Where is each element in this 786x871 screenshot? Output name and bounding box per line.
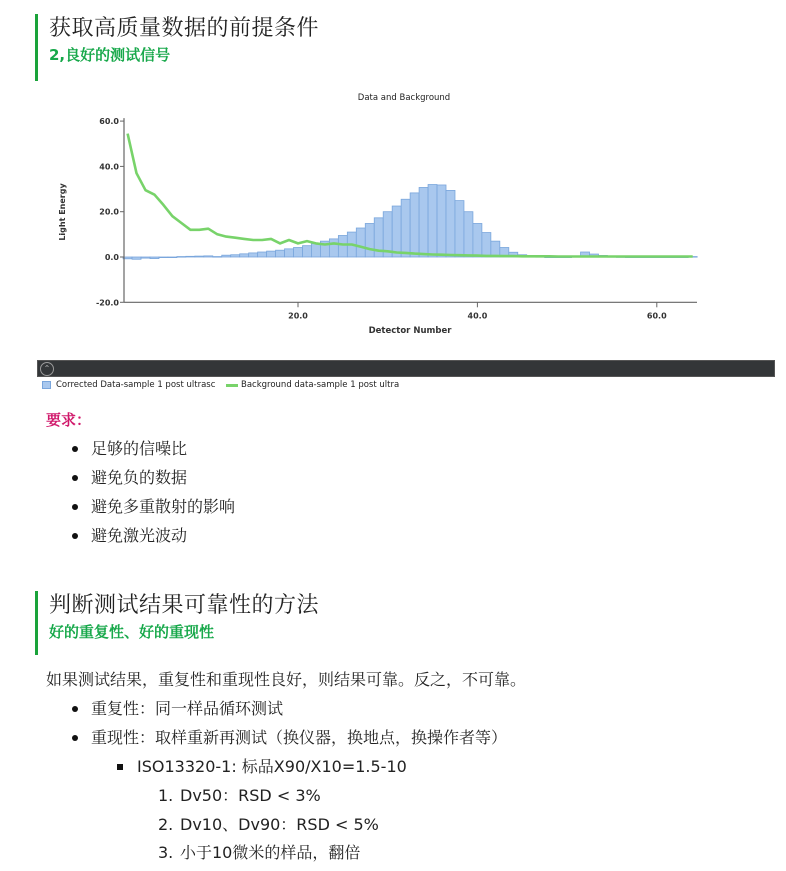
section-title: 判断测试结果可靠性的方法 bbox=[49, 593, 320, 618]
section-subtitle: 好的重复性、好的重现性 bbox=[49, 623, 215, 641]
criteria-list bbox=[158, 782, 379, 868]
list-item: 重复性：同一样品循环测试 bbox=[70, 694, 507, 723]
legend-swatch-line bbox=[226, 384, 238, 387]
list-item: 避免激光波动 bbox=[70, 521, 235, 550]
section-header-reliability bbox=[35, 591, 319, 655]
chart-legend bbox=[42, 379, 399, 391]
svg-text:0.0: 0.0 bbox=[104, 253, 119, 262]
svg-text:20.0: 20.0 bbox=[99, 207, 119, 217]
svg-text:60.0: 60.0 bbox=[99, 117, 119, 127]
chart-plot bbox=[37, 86, 775, 361]
legend-label-background-data: Background data-sample 1 post ultra bbox=[241, 380, 400, 390]
chart-toolbar bbox=[37, 360, 775, 377]
svg-text:20.0: 20.0 bbox=[288, 311, 308, 321]
svg-text:40.0: 40.0 bbox=[467, 311, 488, 321]
section-title: 获取高质量数据的前提条件 bbox=[49, 16, 320, 41]
svg-text:Detector Number: Detector Number bbox=[368, 326, 452, 336]
list-item: 避免多重散射的影响 bbox=[70, 492, 235, 521]
svg-text:Data and Background: Data and Background bbox=[357, 93, 451, 103]
svg-text:Light Energy: Light Energy bbox=[58, 183, 67, 241]
svg-text:-20.0: -20.0 bbox=[95, 298, 119, 308]
requirements-list bbox=[70, 434, 235, 550]
section-subtitle: 2,良好的测试信号 bbox=[49, 46, 171, 64]
svg-text:40.0: 40.0 bbox=[99, 162, 119, 172]
list-item: 2. Dv10、Dv90：RSD < 5% bbox=[158, 814, 379, 834]
requirements-label: 要求： bbox=[46, 411, 92, 429]
list-item: 重现性：取样重新再测试（换仪器，换地点，换操作者等） bbox=[70, 723, 507, 752]
chevron-up-circle-icon[interactable]: ⌃ bbox=[40, 362, 54, 376]
list-item: 避免负的数据 bbox=[70, 463, 235, 492]
reliability-paragraph: 如果测试结果，重复性和重现性良好，则结果可靠。反之，不可靠。 bbox=[46, 670, 527, 689]
legend-swatch-bar bbox=[42, 381, 51, 389]
legend-label-corrected-data: Corrected Data-sample 1 post ultrasc bbox=[56, 380, 216, 390]
method-list bbox=[70, 694, 507, 752]
section-header-prerequisites bbox=[35, 14, 319, 81]
iso-standard-item: ISO13320-1: 标品X90/X10=1.5-10 bbox=[116, 753, 407, 781]
list-item: 3. 小于10微米的样品，翻倍 bbox=[158, 843, 361, 862]
data-background-chart bbox=[37, 86, 775, 391]
list-item: 1. Dv50：RSD < 3% bbox=[158, 786, 321, 805]
list-item: 足够的信噪比 bbox=[70, 434, 235, 463]
svg-text:60.0: 60.0 bbox=[646, 311, 667, 321]
